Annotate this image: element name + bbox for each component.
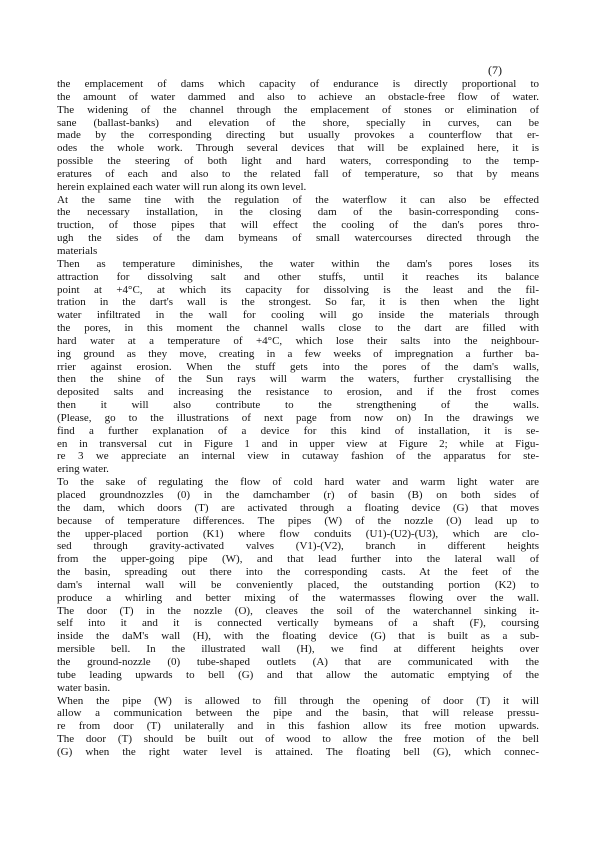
text-line: placed groundnozzles (0) in the damchamber (r) of basin (B) on both sides of: [57, 489, 539, 501]
text-line: The door (T) should be built out of wood to allow the free motion of the bell: [57, 733, 539, 746]
text-line: the pores, in this moment the channel walls close to the dart are filled with: [57, 322, 539, 335]
text-line: the upper-placed portion (K1) where flow conduits (U1)-(U2)-(U3), which are clo-: [57, 527, 539, 540]
text-line: possible the steering of both light and hard waters, corresponding to the temp-: [57, 155, 539, 168]
text-line: sane (ballast-banks) and elevation of the shore, specially in curves, can be: [57, 116, 539, 129]
text-line: then it will also contribute to the strengthening of the walls.: [57, 399, 539, 412]
text-line: The widening of the channel through the emplacement of stones or elimination of: [57, 103, 539, 116]
text-line: deposited salts and increasing the resistance to erosion, and if the frost comes: [57, 386, 539, 399]
text-line: inside the daM's wall (H), with the floating device (G) that is built as a sub-: [57, 630, 539, 643]
text-line: (G) when the right water level is attained. The floating bell (G), which connec-: [57, 745, 539, 758]
text-line: water infiltrated in the wall for cooling will go inside the materials through: [57, 309, 539, 322]
text-line: made by the corresponding directing but usually provokes a counterflow that er-: [57, 129, 539, 142]
page-number: (7): [488, 63, 502, 77]
text-line: the emplacement of dams which capacity of endurance is directly proportional to: [57, 78, 539, 90]
text-line: odes the whole work. Through several devices that will be explained here, it is: [57, 142, 539, 155]
text-line: the amount of water dammed and also to achieve an obstacle-free flow of water.: [57, 90, 539, 103]
text-line: hard water at a temperature of +4°C, which lose their salts into the neighbour-: [57, 334, 539, 347]
text-line: When the pipe (W) is allowed to fill through the opening of door (T) it will: [57, 694, 539, 707]
text-line: attraction for dissolving salt and other stuffs, until it reaches its balance: [57, 270, 539, 283]
text-line: Then as temperature diminishes, the water within the dam's pores loses its: [57, 257, 539, 270]
body-text: [57, 78, 539, 759]
text-line: allow a communication between the pipe and the basin, that will release pressu-: [57, 707, 539, 720]
text-line: find a further explanation of a device for this kind of installation, it is se-: [57, 424, 539, 437]
text-line: water basin.: [57, 681, 111, 694]
text-line: en in transversal cut in Figure 1 and in upper view at Figure 2; while at Figu-: [57, 437, 539, 450]
text-line: ing ground as they move, creating in a few weeks of impregnation a further ba-: [57, 347, 539, 360]
text-line: ugh the sides of the dam bymeans of small watercourses directed through the: [57, 232, 539, 245]
text-line: tube leading upwards to bell (G) and that allow the automatic emptying of the: [57, 668, 539, 681]
text-line: the dam, which doors (T) are activated through a floating device (G) that moves: [57, 501, 539, 514]
text-line: then the shine of the Sun rays will warm the waters, further crystallising the: [57, 373, 539, 386]
text-line: rrier against erosion. When the stuff gets into the pores of the dam's walls,: [57, 360, 539, 373]
text-line: sed through gravity-activated valves (V1)-(V2), branch in different heights: [57, 540, 539, 553]
text-line: re from door (T) unilaterally and in this fashion allow its free motion upwards.: [57, 720, 539, 733]
text-line: re 3 we appreciate an internal view in cutaway fashion of the apparatus for ste-: [57, 450, 539, 463]
text-line: truction, of those pipes that will effect the cooling of the dan's pores thro-: [57, 219, 539, 232]
text-line: point at +4°C, at which its capacity for dissolving is the least and the fil-: [57, 283, 539, 296]
text-line: the necessary installation, in the closing dam of the basin-corresponding cons-: [57, 206, 539, 219]
text-line: To the sake of regulating the flow of cold hard water and warm light water are: [57, 476, 539, 489]
text-line: the basin, spreading out there into the corresponding casts. At the feet of the: [57, 566, 539, 579]
text-line: produce a whirling and better mixing of the watermasses flowing over the wall.: [57, 591, 539, 604]
text-line: materials: [57, 244, 98, 257]
text-line: the ground-nozzle (0) tube-shaped outlets (A) that are communicated with the: [57, 655, 539, 668]
text-line: self into it and it is connected vertically bymeans of a shaft (F), coursing: [57, 617, 539, 630]
text-line: from the upper-going pipe (W), and that lead further into the lateral wall of: [57, 553, 539, 566]
text-line: herein explained each water will run along its own level.: [57, 180, 307, 193]
text-line: tration in the dart's wall is the strongest. So far, it is then when the light: [57, 296, 539, 309]
text-line: ering water.: [57, 463, 109, 476]
text-line: mersible bell. In the illustrated wall (H), we find at different heights over: [57, 643, 539, 656]
text-line: (Please, go to the illustrations of next page from now on) In the drawings we: [57, 411, 539, 424]
text-line: dam's internal wall will be conveniently placed, the outstanding portion (K2) to: [57, 578, 539, 591]
text-line: The door (T) in the nozzle (O), cleaves the soil of the waterchannel sinking it-: [57, 604, 539, 617]
text-line: eratures of each and also to the related fall of temperature, so that by means: [57, 167, 539, 180]
text-line: because of temperature differences. The pipes (W) of the nozzle (O) lead up to: [57, 514, 539, 527]
text-line: At the same tine with the regulation of the waterflow it can also be effected: [57, 193, 539, 206]
